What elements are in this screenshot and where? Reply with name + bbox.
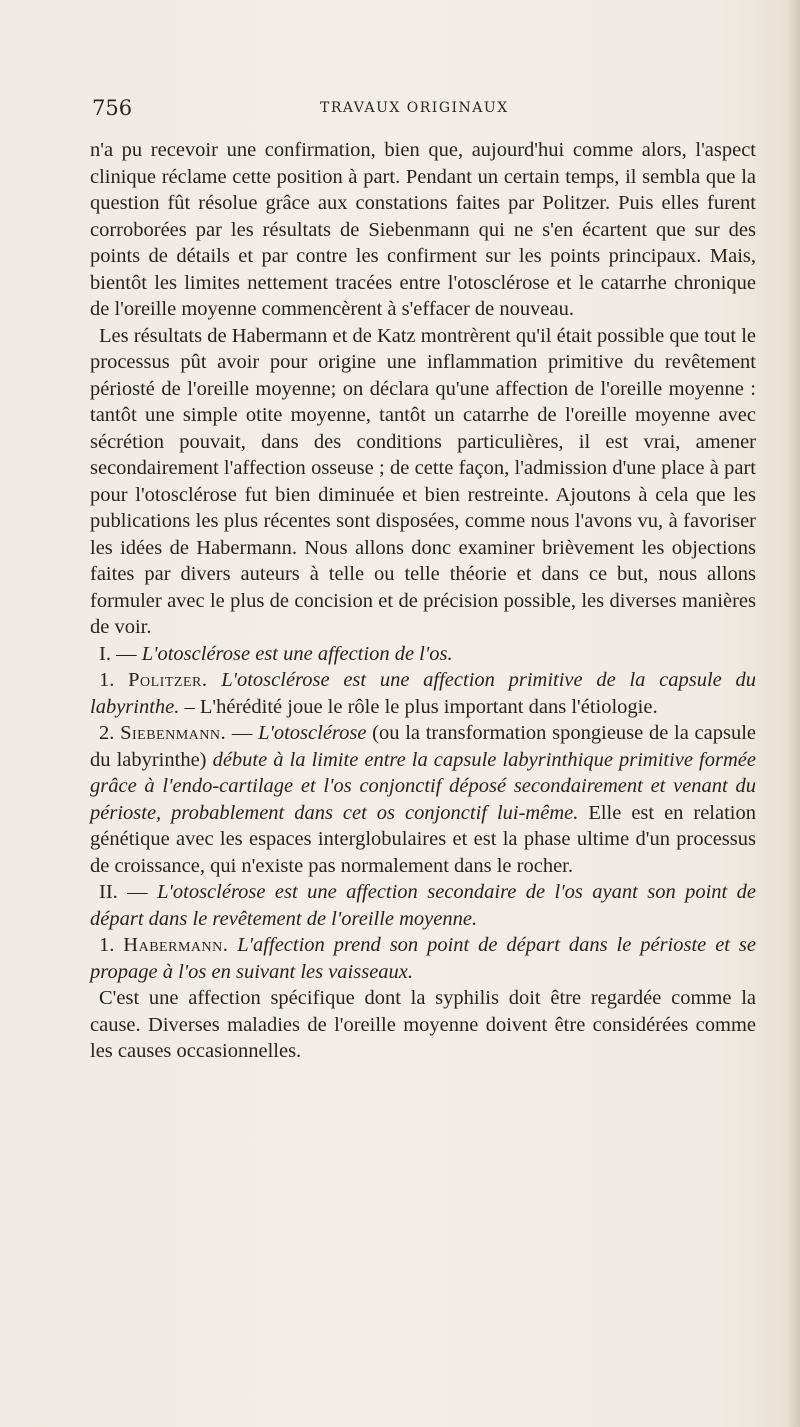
item-siebenmann-aside: (ou la transformation spongieuse de la capsule du labyrinthe): [90, 722, 756, 771]
item-habermann: [90, 932, 756, 985]
item-habermann-number: 1.: [99, 934, 124, 956]
item-politzer-number: 1.: [99, 669, 129, 691]
section-2-prefix: II. —: [99, 881, 158, 903]
item-politzer: [90, 667, 756, 720]
page-header: [92, 96, 756, 122]
running-title: TRAVAUX ORIGINAUX: [320, 100, 509, 116]
author-siebenmann: Siebenmann.: [120, 722, 227, 744]
item-politzer-note: – L'hérédité joue le rôle le plus important dans l'étiologie.: [179, 695, 658, 718]
item-habermann-thesis: L'affection prend son point de départ dans le périoste et se propage à l'os en suivant les vaisseaux.: [90, 934, 756, 983]
section-heading-1: [90, 641, 756, 668]
item-siebenmann-thesis: débute à la limite entre la capsule labyrinthique primitive formée grâce à l'endo-cartilage et l'os conjonctif déposé secondairement et venant du périoste, probablement dans cet os conjonctif lui-même.: [90, 748, 756, 824]
paragraph-intro: n'a pu recevoir une confirmation, bien que, aujourd'hui comme alors, l'aspect clinique réclame cette position à part. Pendant un certain temps, il sembla que la question fût résolue grâce aux constations faites par Politzer. Puis elles furent corroborées par les résultats de Siebenmann qui ne s'en écartent que sur des points de détails et par contre les confirment sur les points principaux. Mais, bientôt les limites nettement tracées entre l'otosclérose et le catarrhe chronique de l'oreille moyenne commencèrent à s'effacer de nouveau.: [90, 139, 756, 320]
paragraph-habermann-katz: Les résultats de Habermann et de Katz montrèrent qu'il était possible que tout le processus pût avoir pour origine une inflammation primitive du revêtement périosté de l'oreille moyenne; on déclara qu'une affection de l'oreille moyenne : tantôt une simple otite moyenne, tantôt un catarrhe de l'oreille moyenne avec sécrétion pouvait, dans des conditions particulières, il est vrai, amener secondairement l'affection osseuse ; de cette façon, l'admission d'une place à part pour l'otosclérose fut bien diminuée et bien restreinte. Ajoutons à cela que les publications les plus récentes sont disposées, comme nous l'avons vu, à favoriser les idées de Habermann. Nous allons donc examiner brièvement les objections faites par divers auteurs à telle ou telle théorie et dans ce but, nous allons formuler avec le plus de concision et de précision possible, les diverses manières de voir.: [90, 324, 756, 638]
item-politzer-thesis: L'otosclérose est une affection primitive de la capsule du labyrinthe.: [90, 669, 756, 718]
item-siebenmann-term: L'otosclérose: [258, 722, 367, 744]
author-politzer: Politzer.: [128, 669, 208, 691]
section-2-title: L'otosclérose est une affection secondaire de l'os ayant son point de départ dans le revêtement de l'oreille moyenne.: [90, 881, 756, 930]
item-siebenmann-note: Elle est en relation génétique avec les espaces interglobulaires et est la phase ultime d'un processus de croissance, qui n'existe pas normalement dans le rocher.: [90, 801, 756, 877]
page-edge-shadow: [786, 0, 800, 1427]
paragraph-closing: C'est une affection spécifique dont la syphilis doit être regardée comme la cause. Diverses maladies de l'oreille moyenne doivent être considérées comme les causes occasionnelles.: [90, 987, 756, 1062]
item-siebenmann-number: 2.: [99, 722, 121, 744]
item-siebenmann-dash: —: [226, 722, 259, 744]
page-number: 756: [92, 96, 133, 120]
author-habermann: Habermann.: [123, 934, 229, 956]
section-heading-2: [90, 879, 756, 932]
section-1-title: L'otosclérose est une affection de l'os.: [141, 642, 453, 665]
body-text: [90, 137, 756, 1065]
section-1-prefix: I. —: [99, 642, 142, 665]
item-siebenmann: [90, 720, 756, 879]
